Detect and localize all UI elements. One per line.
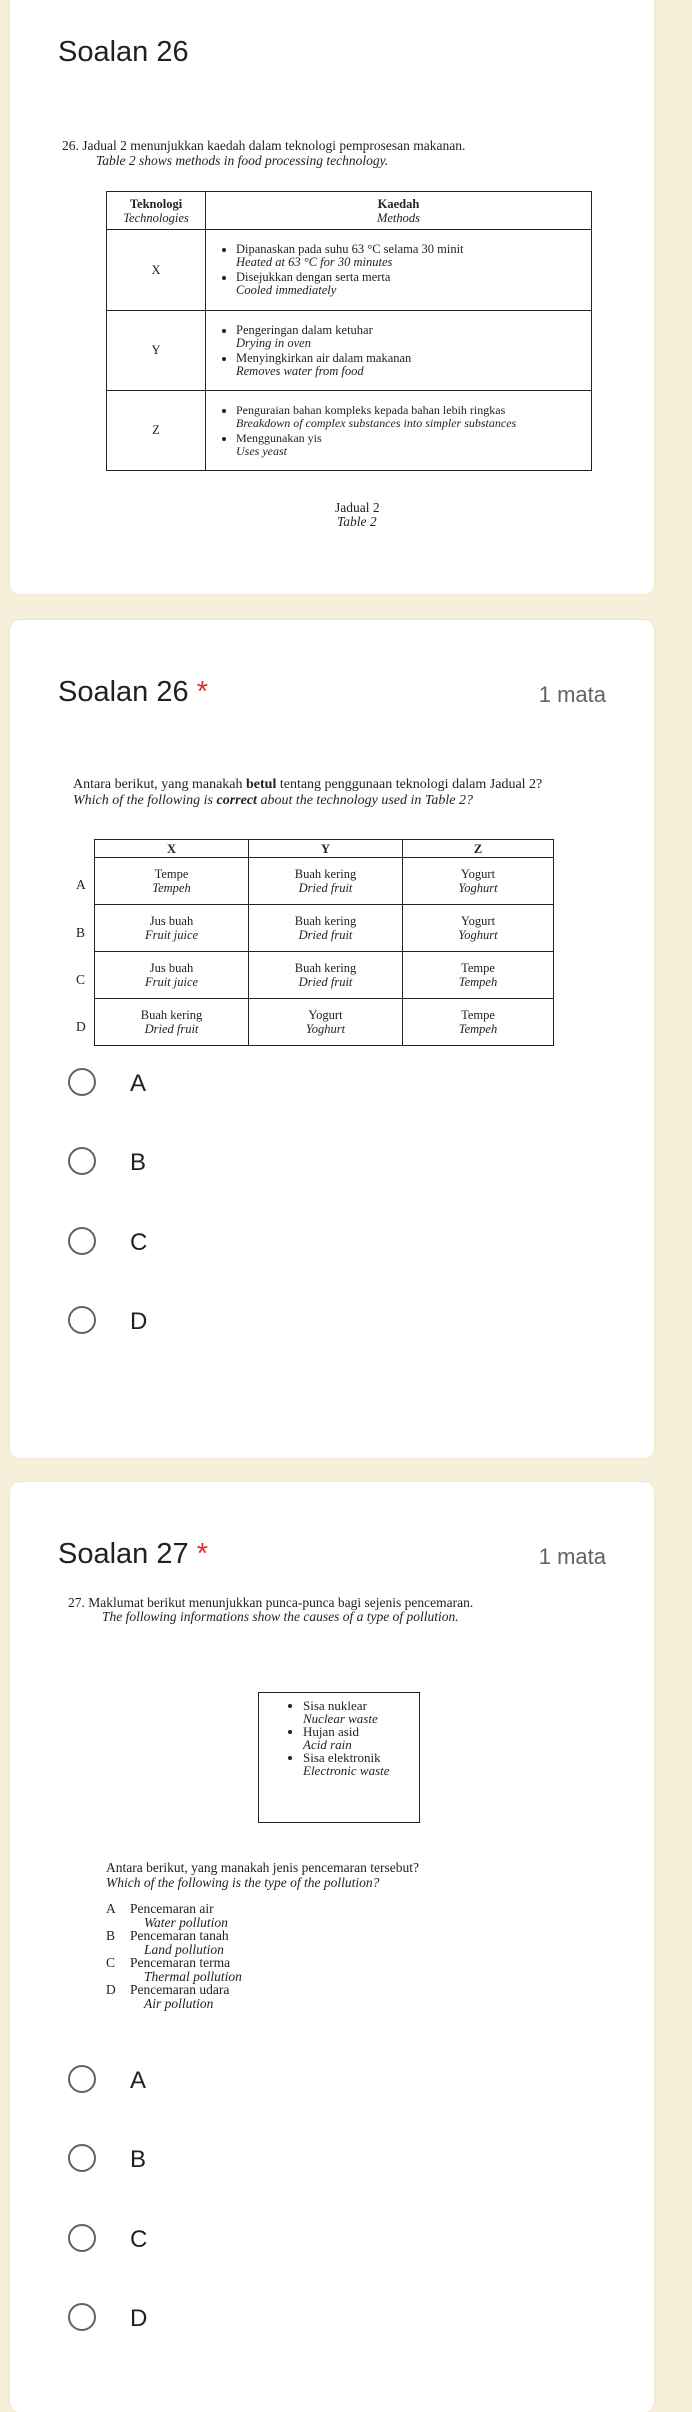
row-label: D (76, 1019, 86, 1034)
question-prompt-en: Which of the following is the type of the pollution? (106, 1875, 380, 1890)
table-cell: Yogurt (460, 914, 496, 928)
stem-part: about the technology used in Table 2? (256, 793, 474, 808)
method-text: Menggunakan yis (236, 430, 322, 445)
cause-text: Sisa elektronik (303, 1750, 381, 1765)
option-label: D (130, 2305, 148, 2332)
table-cell-en: Yoghurt (305, 1022, 346, 1036)
cause-text: Hujan asid (303, 1724, 359, 1739)
table-header: Z (403, 840, 554, 858)
option-label: D (130, 1308, 148, 1335)
radio-option-c[interactable] (68, 2224, 268, 2258)
radio-option-d[interactable] (68, 2303, 268, 2337)
method-text-en: Removes water from food (236, 363, 364, 378)
question-prompt: Antara berikut, yang manakah jenis pencemaran tersebut? (106, 1860, 419, 1875)
table-cell: Yogurt (308, 1008, 343, 1022)
stem-emphasis: correct (216, 793, 257, 808)
radio-option-a[interactable] (68, 2065, 268, 2099)
table-cell: Buah kering (294, 914, 357, 928)
table-cell: Yogurt (460, 867, 496, 881)
table-cell-en: Dried fruit (298, 975, 353, 989)
method-text: Menyingkirkan air dalam makanan (236, 350, 412, 365)
radio-option-b[interactable] (68, 1147, 268, 1181)
row-label: A (76, 877, 86, 892)
required-marker: * (196, 676, 208, 708)
radio-option-d[interactable] (68, 1306, 268, 1340)
table-cell: Buah kering (294, 867, 357, 881)
question-title-text: Soalan 26 (58, 676, 189, 708)
option-label: B (130, 2146, 147, 2173)
method-text: Penguraian bahan kompleks kepada bahan lebih ringkas (236, 402, 506, 417)
question-card-26 (10, 620, 654, 1458)
method-text-en: Cooled immediately (236, 283, 337, 297)
radio-option-c[interactable] (68, 1227, 268, 1261)
choice-item-en: Thermal pollution (144, 1968, 242, 1984)
table-header-methods: Kaedah (377, 196, 420, 211)
method-text: Pengeringan dalam ketuhar (236, 322, 373, 337)
question-card-27 (10, 1482, 654, 2412)
table-caption-en: Table 2 (337, 514, 377, 529)
cause-text: Sisa nuklear (303, 1698, 367, 1713)
table-row (107, 391, 592, 471)
radio-button[interactable] (68, 1306, 96, 1334)
table-cell: Tempe (154, 867, 189, 881)
radio-option-b[interactable] (68, 2144, 268, 2178)
radio-button[interactable] (68, 1147, 96, 1175)
option-label: A (130, 2067, 147, 2094)
question-stem-en (73, 793, 473, 809)
radio-button[interactable] (68, 2144, 96, 2172)
points-label: 1 mata (538, 682, 606, 707)
tech-cell: Z (107, 391, 206, 471)
question-stem (73, 777, 542, 793)
table-header: X (95, 840, 249, 858)
method-text: Dipanaskan pada suhu 63 °C selama 30 minit (236, 242, 464, 256)
choice-letter: B (106, 1928, 116, 1943)
causes-box (258, 1692, 420, 1823)
choice-item (106, 1929, 242, 1943)
stem-emphasis: betul (246, 777, 277, 792)
table-cell-en: Fruit juice (144, 928, 199, 942)
table-cell: Tempe (461, 961, 495, 975)
radio-button[interactable] (68, 2224, 96, 2252)
radio-button[interactable] (68, 2065, 96, 2093)
choice-text: Pencemaran air (130, 1901, 214, 1916)
method-text-en: Heated at 63 °C for 30 minutes (236, 255, 393, 269)
table-cell: Tempe (461, 1008, 495, 1022)
stem-part: Which of the following is (73, 793, 217, 808)
table-cell-en: Dried fruit (298, 881, 353, 895)
question-info-card (10, 0, 654, 594)
points-label: 1 mata (538, 1544, 606, 1569)
table-cell-en: Yoghurt (458, 881, 498, 895)
page-title: Soalan 26 (58, 36, 189, 68)
table-cell-en: Tempeh (458, 975, 498, 989)
choice-letter: C (106, 1955, 116, 1970)
row-label: C (76, 972, 86, 987)
table-cell: Jus buah (149, 961, 194, 975)
method-text-en: Breakdown of complex substances into simpler substances (236, 415, 517, 430)
table-cell: Buah kering (294, 961, 357, 975)
choice-item-en: Air pollution (144, 1995, 214, 2011)
table-caption: Jadual 2 (335, 500, 380, 515)
choice-item-en: Water pollution (144, 1914, 228, 1930)
table-cell-en: Dried fruit (144, 1022, 199, 1036)
question-stem: 26. Jadual 2 menunjukkan kaedah dalam teknologi pemprosesan makanan. (62, 138, 466, 153)
choice-text: Pencemaran tanah (130, 1928, 229, 1943)
radio-button[interactable] (68, 1068, 96, 1096)
choice-letter: A (106, 1901, 116, 1916)
table-row (95, 999, 554, 1046)
option-label: C (130, 2226, 148, 2253)
question-stem-en: Table 2 shows methods in food processing technology. (96, 153, 389, 168)
method-text-en: Drying in oven (236, 335, 311, 350)
table-header-tech: Teknologi (129, 196, 183, 211)
table-header-methods-en: Methods (376, 210, 421, 225)
stem-part: Antara berikut, yang manakah (73, 777, 246, 792)
radio-button[interactable] (68, 2303, 96, 2331)
table-row (107, 230, 592, 311)
table-header: Y (249, 840, 403, 858)
cause-text-en: Nuclear waste (303, 1711, 378, 1726)
radio-button[interactable] (68, 1227, 96, 1255)
table-row (95, 952, 554, 999)
question-title (58, 1538, 208, 1571)
table-row (95, 905, 554, 952)
method-text: Disejukkan dengan serta merta (236, 270, 391, 284)
choice-item-en: Land pollution (144, 1941, 224, 1957)
question-title (58, 676, 208, 709)
stem-part: tentang penggunaan teknologi dalam Jadual 2? (276, 777, 543, 792)
choice-text: Pencemaran terma (130, 1955, 231, 1970)
methods-table (106, 191, 592, 471)
choice-letter: D (106, 1982, 116, 1997)
choice-item (106, 1983, 242, 1997)
question-title-text: Soalan 27 (58, 1538, 189, 1570)
table-cell-en: Tempeh (152, 881, 191, 895)
option-label: A (130, 1070, 147, 1097)
tech-cell: X (107, 230, 206, 311)
table-cell-en: Tempeh (458, 1022, 498, 1036)
cause-text-en: Acid rain (303, 1737, 352, 1752)
method-text-en: Uses yeast (236, 443, 287, 458)
choice-item (106, 1956, 242, 1970)
options-table (94, 839, 554, 1046)
option-label: C (130, 1229, 148, 1256)
required-marker: * (196, 1538, 208, 1570)
table-cell: Buah kering (140, 1008, 203, 1022)
choice-text: Pencemaran udara (130, 1982, 230, 1997)
question-stem: 27. Maklumat berikut menunjukkan punca-punca bagi sejenis pencemaran. (68, 1595, 474, 1610)
option-label: B (130, 1149, 147, 1176)
question-stem-en: The following informations show the causes of a type of pollution. (102, 1609, 459, 1624)
table-header-tech-en: Technologies (123, 210, 189, 225)
choices-list (106, 1902, 242, 2010)
table-row (95, 858, 554, 905)
table-row (107, 311, 592, 391)
radio-option-a[interactable] (68, 1068, 268, 1102)
table-cell-en: Yoghurt (458, 928, 498, 942)
table-cell-en: Fruit juice (144, 975, 199, 989)
table-cell: Jus buah (149, 914, 194, 928)
choice-item (106, 1902, 242, 1916)
tech-cell: Y (107, 311, 206, 391)
cause-text-en: Electronic waste (303, 1763, 390, 1778)
row-label: B (76, 925, 86, 940)
table-cell-en: Dried fruit (298, 928, 353, 942)
